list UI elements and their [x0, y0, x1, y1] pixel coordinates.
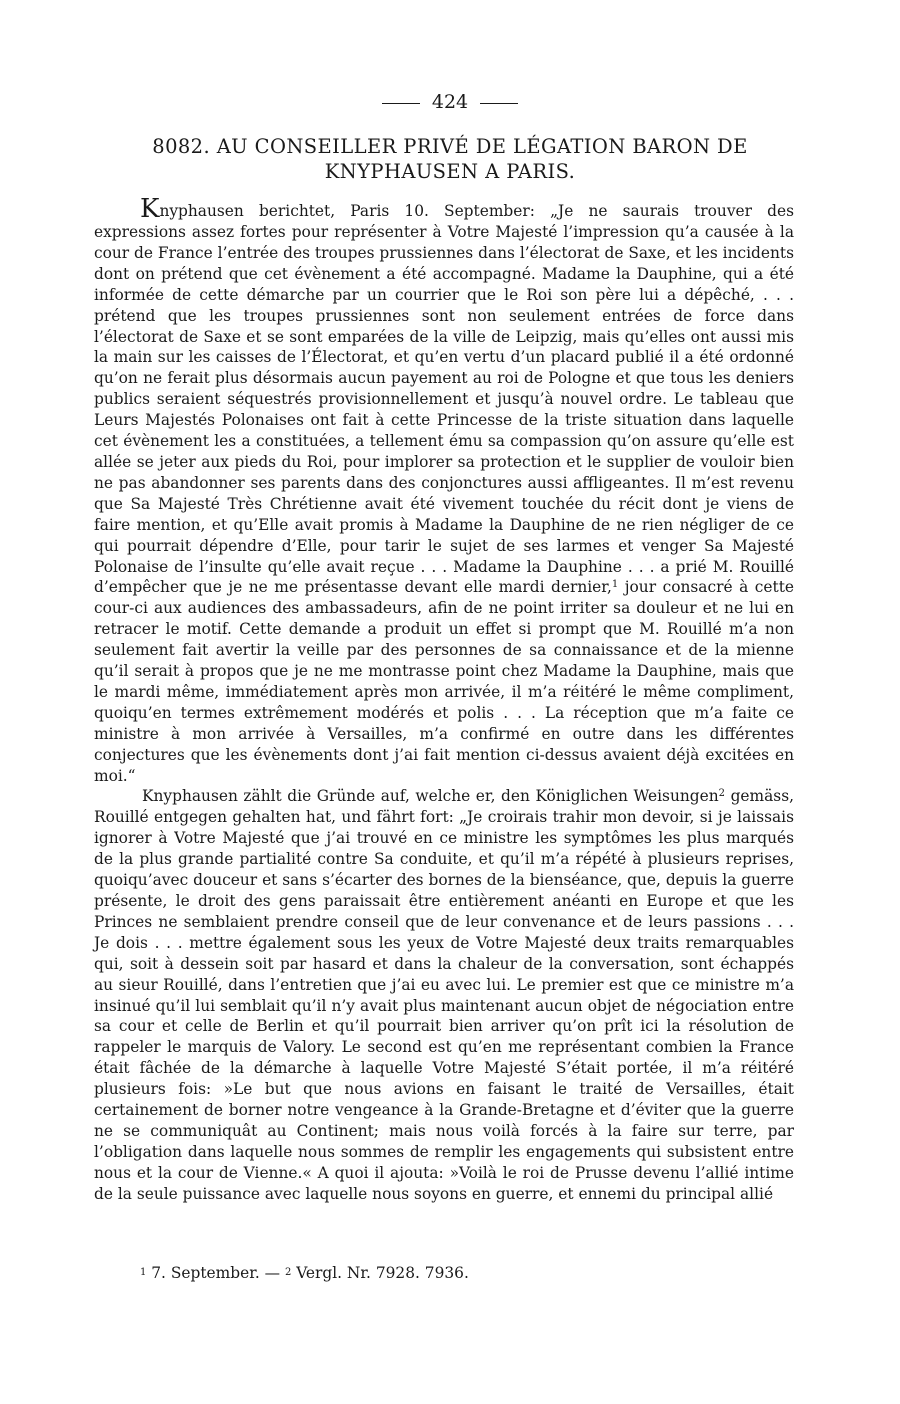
footnotes: [140, 1262, 800, 1284]
page-number: [0, 88, 900, 116]
paragraph-2-text-b: gemäss, Rouillé entgegen gehalten hat, und fährt fort: „Je croirais trahir mon devoir, si je laissais ignorer à Votre Majesté que j’ai trouvé en ce ministre les symptômes les plus marqués de la plus grande partialité contre Sa conduite, et qu’il m’a répété à plusieurs reprises, quoiqu’avec douceur et sans s’écarter des bornes de la bienséance, que, depuis la guerre présente, le droit des gens paraissait être entièrement anéanti en Europe et que les Princes ne semblaient prendre conseil que de leur convenance et de leurs passions . . . Je dois . . . mettre également sous les yeux de Votre Majesté deux traits remarquables qui, soit à dessein soit par hasard et dans la chaleur de la conversation, sont échappés au sieur Rouillé, dans l’entretien que j’ai eu avec lui. Le premier est que ce ministre m’a insinué qu’il lui semblait qu’il n’y avait plus maintenant aucun objet de négociation entre sa cour et celle de Berlin et qu’il pourrait bien arriver qu’on prît ici la résolution de rappeler le marquis de Valory. Le second est qu’en me représentant combien la France était fâchée de la démarche à laquelle Votre Majesté S’était portée, il m’a réitéré plusieurs fois: »Le but que nous avions en faisant le traité de Versailles, était certainement de borner notre vengeance à la Grande-Bretagne et d’éviter que la guerre ne se communiquât au Continent; mais nous voilà forcés à la faire sur terre, par l’obligation dans laquelle nous sommes de remplir les engagements qui subsistent entre nous et la cour de Vienne.« A quoi il ajouta: »Voilà le roi de Prusse devenu l’allié intime de la seule puissance avec laquelle nous soyons en guerre, et ennemi du principal allié: [94, 787, 794, 1203]
heading-line-1: [100, 134, 800, 159]
heading-title-line-2: KNYPHAUSEN A PARIS.: [324, 160, 576, 183]
footnote-ref-2: 2: [718, 788, 726, 800]
document-number: 8082.: [152, 135, 211, 158]
footnote-1-text: 7. September. —: [146, 1264, 285, 1282]
paragraph-2-text-a: Knyphausen zählt die Gründe auf, welche er, den Königlichen Weisungen: [142, 787, 719, 806]
paragraph-2: [94, 786, 794, 1204]
paragraph-1: [94, 196, 794, 786]
paragraph-1-text-a: nyphausen berichtet, Paris 10. September: „Je ne saurais trouver des expressions assez fortes pour représenter à Votre Majesté l’impression qu’a causée à la cour de France l’entrée des troupes prussiennes dans l’électorat de Saxe, et les incidents dont on prétend que cet évènement a été accompagné. Madame la Dauphine, qui a été informée de cette démarche par un courrier que le Roi son père lui a dépêché, . . . prétend que les troupes prussiennes sont non seulement entrées de force dans l’électorat de Saxe et se sont emparées de la ville de Leipzig, mais qu’elles ont aussi mis la main sur les caisses de l’Électorat, et qu’en vertu d’un placard publié il a été ordonné qu’on ne ferait plus désormais aucun payement au roi de Pologne et que tous les deniers publics seraient séquestrés provisionnellement et jusqu’à nouvel ordre. Le tableau que Leurs Majestés Polonaises ont fait à cette Princesse de la triste situation dans laquelle cet évènement les a constituées, a tellement ému sa compassion qu’on assure qu’elle est allée se jeter aux pieds du Roi, pour implorer sa protection et le supplier de vouloir bien ne pas abandonner ses parents dans des conjonctures aussi affligeantes. Il m’est revenu que Sa Majesté Très Chrétienne avait été vivement touchée du récit dont je viens de faire mention, et qu’Elle avait promis à Madame la Dauphine de ne rien négliger de ce qui pourrait dépendre d’Elle, pour tarir le sujet de ses larmes et venger Sa Majesté Polonaise de l’insulte qu’elle avait reçue . . . Madame la Dauphine . . . a prié M. Rouillé d’empêcher que je ne me présentasse devant elle mardi dernier,: [94, 202, 794, 597]
footnote-2-text: Vergl. Nr. 7928. 7936.: [291, 1264, 469, 1282]
drop-cap: K: [140, 194, 160, 224]
heading-title-line-1: AU CONSEILLER PRIVÉ DE LÉGATION BARON DE: [216, 135, 748, 158]
document-heading: [100, 134, 800, 184]
footnote-ref-1: 1: [611, 579, 619, 591]
paragraph-1-text-b: jour consacré à cette cour-ci aux audiences des ambassadeurs, afin de ne point irriter sa douleur et ne lui en retracer le motif. Cette demande a produit un effet si prompt que M. Rouillé m’a non seulement fait avertir la veille par des personnes de sa connaissance et de la mienne qu’il serait à propos que je ne me montrasse point chez Madame la Dauphine, mais que le mardi même, immédiatement après mon arrivée, il m’a réitéré le même compliment, quoiqu’en termes extrêmement modérés et polis . . . La réception que m’a faite ce ministre à mon arrivée à Versailles, m’a confirmé en outre dans les différentes conjectures que les évènements dont j’ai fait mention ci-dessus avaient déjà excitées en moi.“: [94, 578, 794, 785]
page-number-text: 424: [431, 91, 469, 113]
document-body: [94, 196, 794, 1205]
page-number-dash-left: [382, 103, 420, 104]
footnote-1-mark: 1: [140, 1267, 147, 1278]
footnote-2-mark: 2: [284, 1267, 292, 1278]
page-number-dash-right: [480, 103, 518, 104]
